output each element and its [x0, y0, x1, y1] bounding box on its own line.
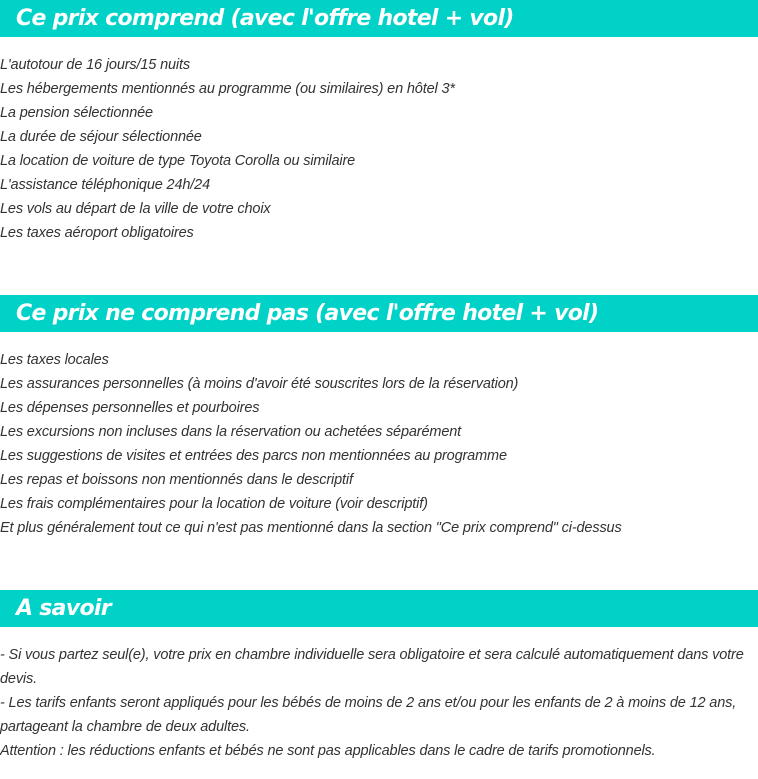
list-item: Les frais complémentaires pour la location de voiture (voir descriptif) — [0, 496, 428, 512]
list-item: L'autotour de 16 jours/15 nuits — [0, 57, 190, 73]
list-item: Les dépenses personnelles et pourboires — [0, 400, 260, 416]
list-item: L'assistance téléphonique 24h/24 — [0, 177, 210, 193]
list-item: Les hébergements mentionnés au programme (ou similaires) en hôtel 3* — [0, 81, 455, 97]
list-item: Les excursions non incluses dans la réservation ou achetées séparément — [0, 424, 462, 440]
list-item: Les taxes locales — [0, 352, 109, 368]
not-included-list — [0, 348, 758, 540]
list-item: Les assurances personnelles (à moins d'avoir été souscrites lors de la réservation) — [0, 376, 519, 392]
list-item: Les vols au départ de la ville de votre choix — [0, 201, 271, 217]
section-header-a-savoir — [0, 590, 758, 627]
section-title-included: Ce prix comprend (avec l'offre hotel + vol) — [16, 6, 514, 31]
section-title-not-included: Ce prix ne comprend pas (avec l'offre hotel + vol) — [16, 301, 599, 326]
list-item: La location de voiture de type Toyota Corolla ou similaire — [0, 153, 356, 169]
included-list — [0, 53, 758, 245]
section-title-a-savoir: A savoir — [16, 596, 111, 621]
list-item: Les repas et boissons non mentionnés dans le descriptif — [0, 472, 353, 488]
section-header-not-included — [0, 295, 758, 332]
info-paragraph: Attention : les réductions enfants et bébés ne sont pas applicables dans le cadre de tarifs promotionnels. — [0, 743, 656, 759]
info-paragraph: - Les tarifs enfants seront appliqués pour les bébés de moins de 2 ans et/ou pour les enfants de 2 à moins de 12 ans, partageant la chambre de deux adultes. — [0, 695, 737, 735]
list-item: La pension sélectionnée — [0, 105, 153, 121]
a-savoir-content — [0, 643, 755, 763]
section-header-included — [0, 0, 758, 37]
info-paragraph: - Si vous partez seul(e), votre prix en chambre individuelle sera obligatoire et sera calculé automatiquement dans votre devis. — [0, 647, 744, 687]
list-item: Les suggestions de visites et entrées des parcs non mentionnées au programme — [0, 448, 507, 464]
list-item: Et plus généralement tout ce qui n'est pas mentionné dans la section "Ce prix comprend" ci-dessus — [0, 520, 622, 536]
list-item: Les taxes aéroport obligatoires — [0, 225, 194, 241]
list-item: La durée de séjour sélectionnée — [0, 129, 202, 145]
